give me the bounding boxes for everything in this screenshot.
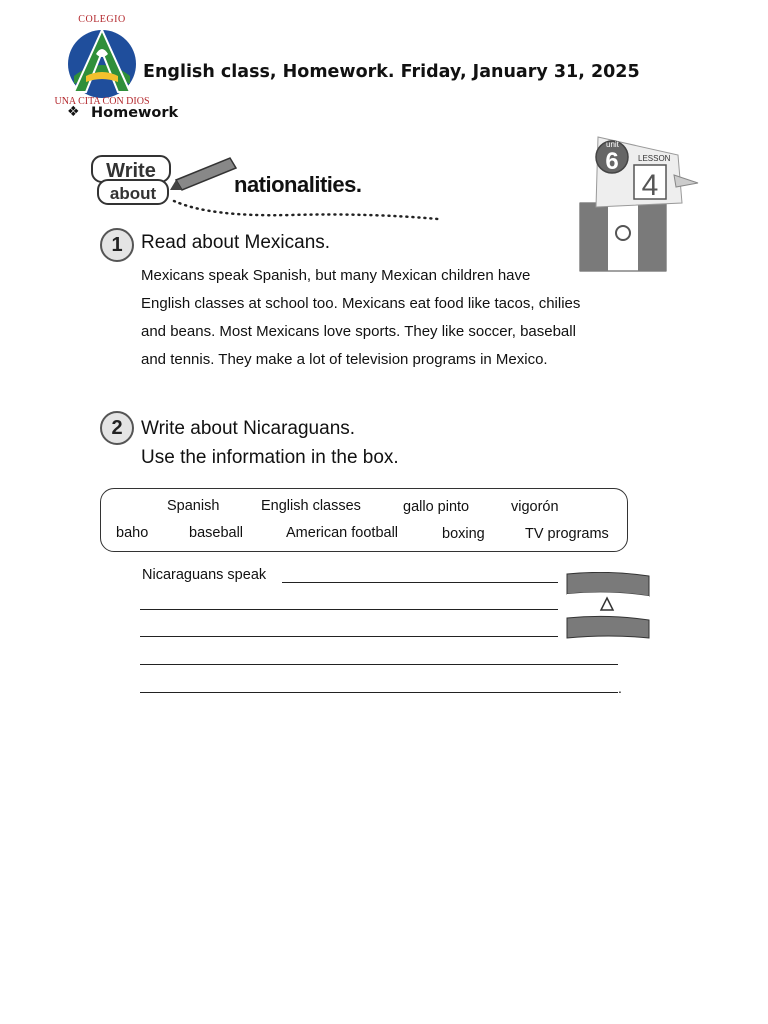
step-2-heading-line2: Use the information in the box.	[141, 447, 399, 468]
paragraph-line: Mexicans speak Spanish, but many Mexican children have	[141, 267, 531, 284]
paragraph-line: and beans. Most Mexicans love sports. They like soccer, baseball	[141, 323, 576, 340]
answer-line-3[interactable]	[140, 636, 558, 637]
dotted-trail	[170, 195, 440, 225]
answer-line-2[interactable]	[140, 609, 558, 610]
unit-label: unit	[606, 140, 619, 149]
bullet-icon: ❖	[67, 104, 80, 120]
answer-line-5[interactable]	[140, 692, 618, 693]
word-item: baseball	[189, 525, 244, 541]
homework-label: Homework	[91, 105, 179, 121]
final-period: .	[618, 680, 622, 696]
word-item: vigorón	[511, 499, 559, 515]
word-item: Spanish	[167, 498, 220, 514]
lesson-number: 4	[641, 169, 659, 202]
information-box	[100, 488, 628, 552]
page-title: English class, Homework. Friday, January 31, 2025	[143, 62, 640, 82]
word-item: TV programs	[525, 526, 609, 542]
answer-line-4[interactable]	[140, 664, 618, 665]
logo-top-text: COLEGIO	[78, 14, 126, 25]
paragraph-line: English classes at school too. Mexicans eat food like tacos, chilies	[141, 295, 581, 312]
worksheet-title: nationalities.	[234, 172, 362, 197]
nicaragua-flag-icon	[565, 572, 651, 640]
lesson-label: LESSON	[638, 154, 671, 163]
word-item: English classes	[261, 498, 361, 514]
step-2-heading-line1: Write about Nicaraguans.	[141, 418, 356, 439]
word-item: boxing	[442, 526, 485, 542]
word-item: American football	[286, 525, 399, 541]
mexico-flag-icon	[580, 203, 666, 271]
paragraph-line: and tennis. They make a lot of television programs in Mexico.	[141, 351, 548, 368]
mexicans-paragraph	[141, 262, 611, 374]
writing-prompt: Nicaraguans speak	[142, 567, 267, 583]
badge-write-text: Write	[106, 160, 156, 182]
unit-number: 6	[605, 148, 619, 175]
unit-lesson-badge	[570, 125, 700, 275]
pencil-icon	[170, 158, 236, 190]
word-item: gallo pinto	[403, 499, 470, 515]
step-1-heading: Read about Mexicans.	[141, 232, 331, 253]
word-item: baho	[116, 525, 149, 541]
logo-bottom-text: UNA CITA CON DIOS	[54, 96, 150, 107]
badge-about-text: about	[109, 184, 157, 203]
step-2-number: 2	[100, 411, 134, 445]
answer-line-1[interactable]	[282, 582, 558, 583]
step-1-number: 1	[100, 228, 134, 262]
step-2-heading	[141, 414, 399, 472]
